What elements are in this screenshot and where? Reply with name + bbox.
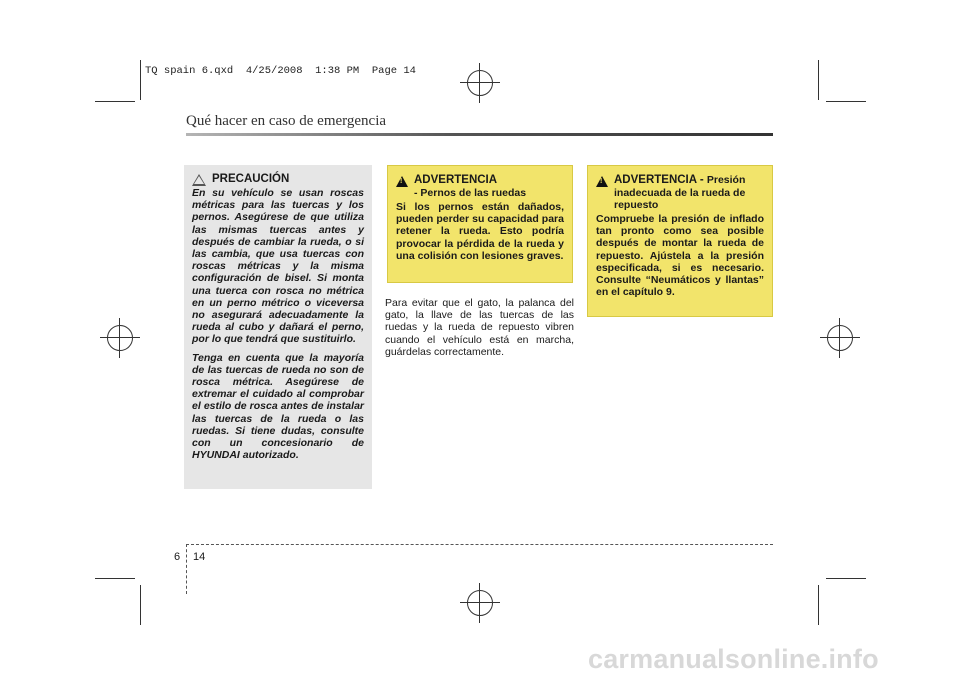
caution-triangle-icon (192, 174, 206, 186)
warning-body: Compruebe la presión de inflado tan pronto como sea posible después de montar la rueda de repuesto. Ajústela a la presión especificada, si es necesario. Consulte “Neumáticos y llantas” en el capítulo 9. (596, 213, 764, 299)
header-rule (186, 133, 773, 136)
crop-mark (140, 585, 141, 625)
section-header-title: Qué hacer en caso de emergencia (186, 113, 387, 129)
crop-mark (140, 60, 141, 100)
warning-subtitle: inadecuada de la rueda de repuesto (614, 187, 746, 211)
warning-title: ADVERTENCIA (414, 174, 498, 186)
warning-body: Si los pernos están dañados, pueden perder su capacidad para retener la rueda. Esto podría provocar la pérdida de la rueda y una colisión con lesiones graves. (396, 201, 564, 262)
warning-icon (396, 176, 408, 187)
page-number: 14 (193, 551, 206, 563)
crop-mark (95, 578, 135, 579)
registration-mark (100, 318, 140, 358)
chapter-number: 6 (174, 551, 181, 563)
registration-mark (820, 318, 860, 358)
footer-rule (186, 544, 773, 545)
watermark: carmanualsonline.info (588, 644, 879, 674)
storage-paragraph: Para evitar que el gato, la palanca del gato, la llave de las tuercas de las ruedas y la rueda de repuesto vibren cuando el vehículo está en marcha, guárdelas correctamente. (385, 297, 574, 358)
warning-box-spare-pressure (587, 165, 773, 317)
caution-paragraph: En su vehículo se usan roscas métricas para las tuercas y los pernos. Asegúrese de que utiliza las mismas tuercas antes y después de cambiar la rueda, o si las cambia, que usa tuercas con roscas métricas y la misma configuración de bisel. Si monta una tuerca con rosca no métrica en un perno métrico o viceversa no asegurará adecuadamente la rueda al cubo y dañará el perno, por lo que tendrá que sustituirlo. (192, 187, 364, 346)
footer-divider (186, 544, 187, 594)
warning-header (596, 174, 764, 187)
caution-paragraph: Tenga en cuenta que la mayoría de las tuercas de rueda no son de rosca métrica. Asegúrese de extremar el cuidado al comprobar el estilo de rosca antes de instalar las tuercas de la rueda o las ruedas. Si tiene dudas, consulte con un concesionario de HYUNDAI autorizado. (192, 351, 364, 462)
warning-header (396, 174, 564, 187)
crop-mark (95, 101, 135, 102)
caution-box (184, 165, 372, 489)
warning-subtitle: - Pernos de las ruedas (414, 187, 527, 199)
warning-title-group (614, 174, 745, 187)
warning-icon (596, 176, 608, 187)
registration-mark (460, 63, 500, 103)
warning-title-suffix: Presión (706, 174, 746, 186)
crop-mark (818, 585, 819, 625)
caution-header (192, 173, 364, 186)
crop-mark (826, 578, 866, 579)
crop-mark (818, 60, 819, 100)
registration-mark (460, 583, 500, 623)
print-slug: TQ spain 6.qxd 4/25/2008 1:38 PM Page 14 (145, 65, 416, 77)
warning-box-lug-bolts (387, 165, 573, 283)
crop-mark (826, 101, 866, 102)
caution-title: PRECAUCIÓN (212, 173, 290, 185)
warning-title: ADVERTENCIA - (614, 174, 704, 186)
